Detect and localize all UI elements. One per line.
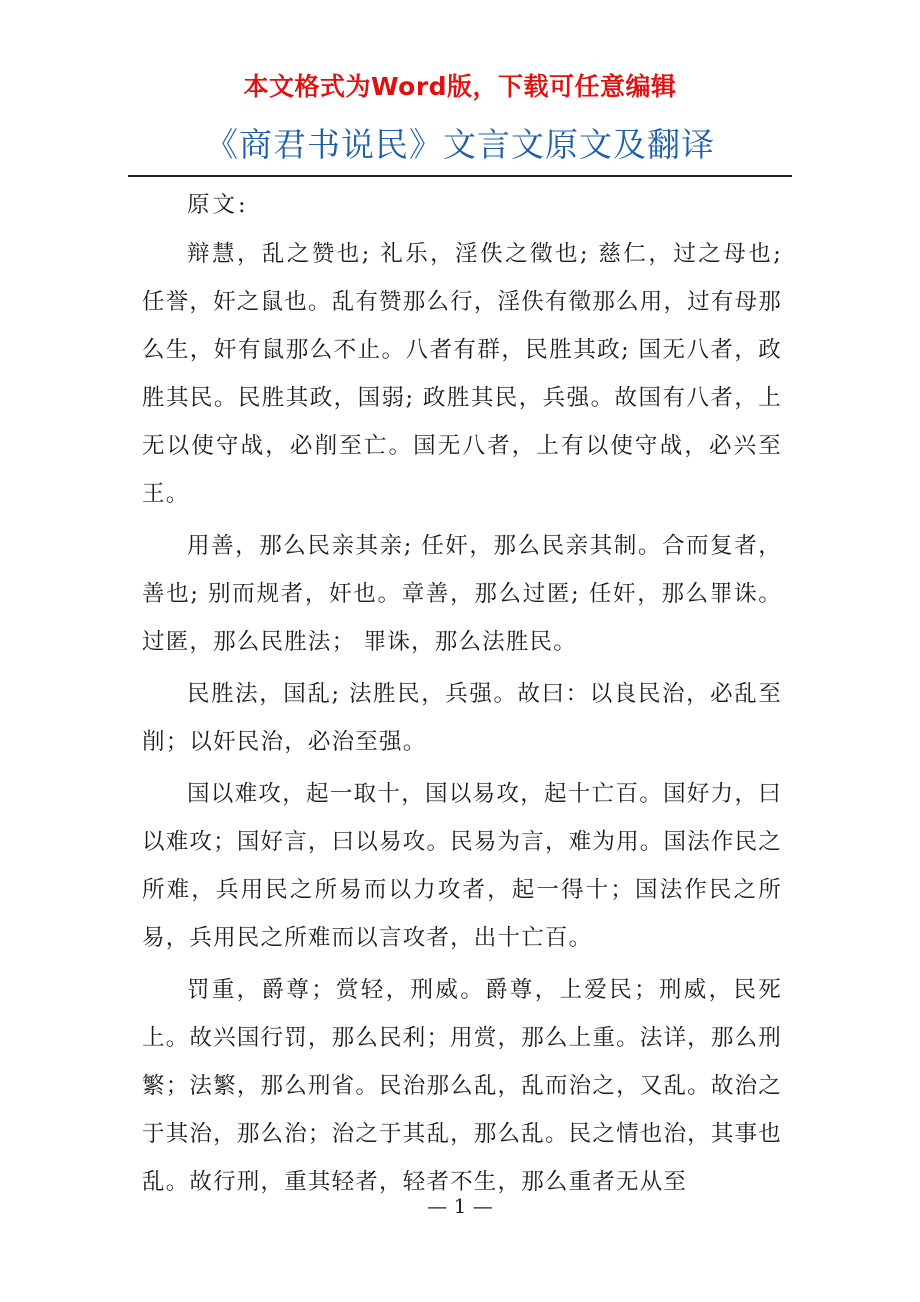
document-body xyxy=(142,184,782,1210)
title-divider xyxy=(128,175,792,177)
paragraph-1: 辩慧，乱之赞也; 礼乐，淫佚之徵也; 慈仁，过之母也; 任誉，奸之鼠也。乱有赞那么行，淫佚有徵那么用，过有母那么生，奸有鼠那么不止。八者有群，民胜其政; 国无八者，政胜其民。民胜其政，国弱; 政胜其民，兵强。故国有八者，上无以使守战，必削至亡。国无八者，上有以使守战，必兴至王。 xyxy=(142,241,782,507)
format-notice: 本文格式为Word版，下载可任意编辑 xyxy=(243,72,677,101)
paragraph-5: 罚重，爵尊；赏轻，刑威。爵尊，上爱民；刑威，民死上。故兴国行罚，那么民利；用赏，那么上重。法详，那么刑繁；法繁，那么刑省。民治那么乱，乱而治之，又乱。故治之于其治，那么治；治之于其乱，那么乱。民之情也治，其事也乱。故行刑，重其轻者，轻者不生，那么重者无从至 xyxy=(142,977,782,1195)
paragraph-4: 国以难攻，起一取十，国以易攻，起十亡百。国好力，曰以难攻；国好言，曰以易攻。民易为言，难为用。国法作民之所难，兵用民之所易而以力攻者，起一得十；国法作民之所易，兵用民之所难而以言攻者，出十亡百。 xyxy=(142,781,782,951)
page-number: — 1 — xyxy=(427,1194,493,1218)
paragraph-3: 民胜法，国乱; 法胜民，兵强。故曰：以良民治，必乱至削；以奸民治，必治至强。 xyxy=(142,681,782,755)
document-title: 《商君书说民》文言文原文及翻译 xyxy=(205,125,715,164)
section-label: 原文: xyxy=(187,192,249,218)
paragraph-2: 用善，那么民亲其亲; 任奸，那么民亲其制。合而复者，善也; 别而规者，奸也。章善，那么过匿; 任奸，那么罪诛。过匿，那么民胜法； 罪诛，那么法胜民。 xyxy=(142,533,782,655)
